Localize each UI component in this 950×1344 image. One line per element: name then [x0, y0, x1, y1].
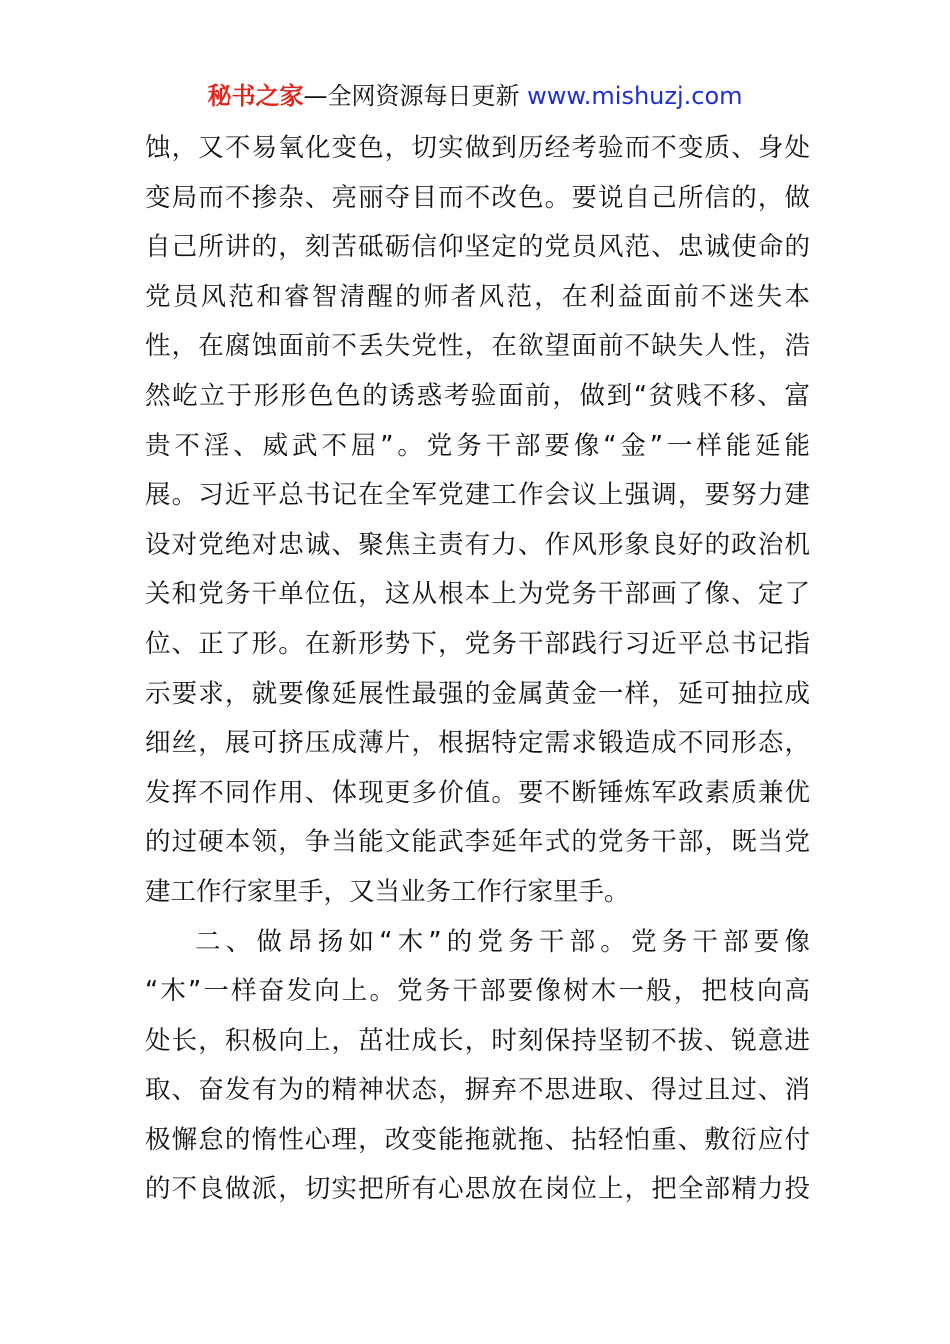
paragraph-line: 自己所讲的，刻苦砥砺信仰坚定的党员风范、忠诚使命的 — [145, 232, 810, 263]
paragraph-line: 的过硬本领，争当能文能武李延年式的党务干部，既当党 — [145, 827, 810, 858]
paragraph-line-last: 建工作行家里手，又当业务工作行家里手。 — [145, 876, 630, 907]
document-body — [145, 124, 810, 1215]
paragraph-line: 贵不淫、威武不屈”。党务干部要像“金”一样能延能 — [145, 430, 810, 461]
paragraph-line: 的不良做派，切实把所有心思放在岗位上，把全部精力投 — [145, 1174, 810, 1205]
paragraph-line: 变局而不掺杂、亮丽夺目而不改色。要说自己所信的，做 — [145, 182, 810, 213]
paragraph-line: 取、奋发有为的精神状态，摒弃不思进取、得过且过、消 — [145, 1075, 810, 1106]
paragraph-line: 蚀，又不易氧化变色，切实做到历经考验而不变质、身处 — [145, 133, 810, 163]
paragraph-line: 性，在腐蚀面前不丢失党性，在欲望面前不缺失人性，浩 — [145, 331, 810, 362]
paragraph-line: 极懈怠的惰性心理，改变能拖就拖、拈轻怕重、敷衍应付 — [145, 1124, 810, 1155]
section-heading-line: 二、做昂扬如“木”的党务干部。党务干部要像 — [195, 926, 810, 957]
site-brand: 秘书之家 — [207, 82, 304, 110]
paragraph-line: 发挥不同作用、体现更多价值。要不断锤炼军政素质兼优 — [145, 777, 810, 808]
paragraph-line: 设对党绝对忠诚、聚焦主责有力、作风形象良好的政治机 — [145, 529, 810, 560]
paragraph-line: 处长，积极向上，茁壮成长，时刻保持坚韧不拔、锐意进 — [145, 1025, 810, 1056]
site-url-link[interactable]: www.mishuzj.com — [527, 82, 743, 110]
paragraph-line: 然屹立于形形色色的诱惑考验面前，做到“贫贱不移、富 — [145, 380, 810, 411]
paragraph-line: 展。习近平总书记在全军党建工作会议上强调，要努力建 — [145, 480, 810, 511]
site-tagline: —全网资源每日更新 — [303, 82, 520, 110]
paragraph-line: 位、正了形。在新形势下，党务干部践行习近平总书记指 — [145, 628, 810, 659]
page-header — [0, 80, 950, 112]
paragraph-line: 关和党务干单位伍，这从根本上为党务干部画了像、定了 — [145, 579, 810, 610]
paragraph-line: “木”一样奋发向上。党务干部要像树木一般，把枝向高 — [145, 976, 810, 1007]
paragraph-line: 示要求，就要像延展性最强的金属黄金一样，延可抽拉成 — [145, 678, 810, 709]
paragraph-line: 党员风范和睿智清醒的师者风范，在利益面前不迷失本 — [145, 281, 810, 312]
paragraph-line: 细丝，展可挤压成薄片，根据特定需求锻造成不同形态， — [145, 728, 810, 759]
